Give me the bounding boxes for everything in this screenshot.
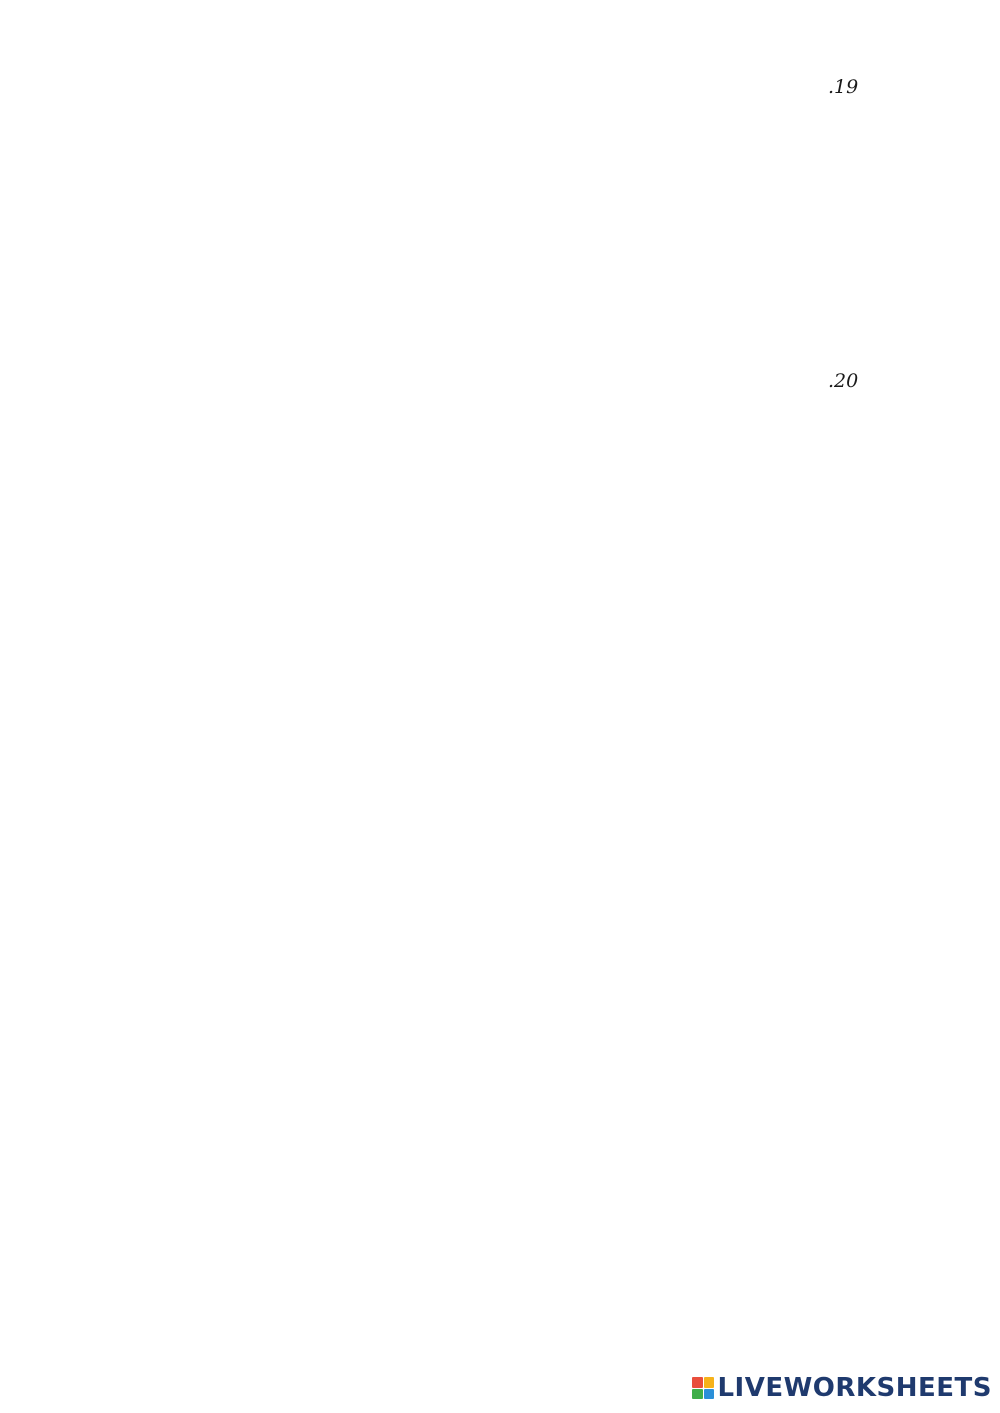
liveworksheets-badge-icon <box>692 1377 714 1399</box>
badge-cell <box>704 1389 715 1400</box>
question-number: .19 <box>828 76 859 98</box>
liveworksheets-logo[interactable] <box>692 1373 992 1403</box>
badge-cell <box>704 1377 715 1388</box>
brand-name: LIVEWORKSHEETS <box>717 1373 992 1403</box>
question-number: .20 <box>828 370 859 392</box>
badge-cell <box>692 1389 703 1400</box>
badge-cell <box>692 1377 703 1388</box>
